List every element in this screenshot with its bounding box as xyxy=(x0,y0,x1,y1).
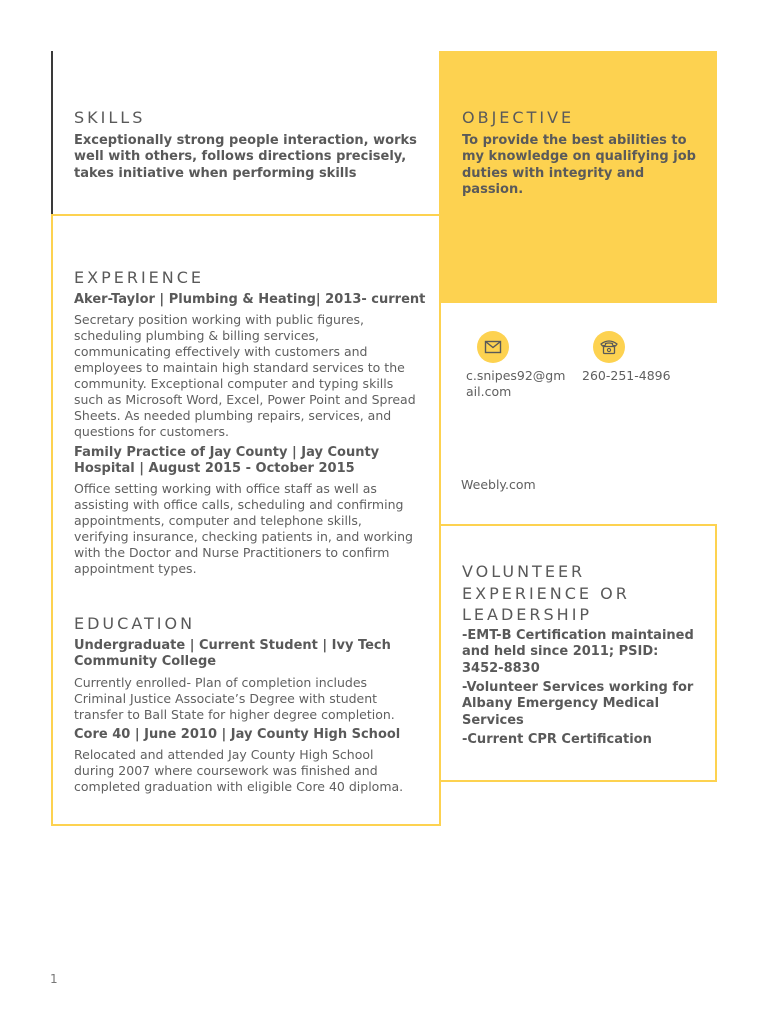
education-description xyxy=(74,675,395,723)
job-description-line: questions for customers. xyxy=(74,424,229,439)
education-title-line: Undergraduate | Current Student | Ivy Tech xyxy=(74,638,391,653)
volunteer-item xyxy=(462,628,694,677)
volunteer-heading-line: VOLUNTEER xyxy=(462,562,586,581)
volunteer-item-line: Albany Emergency Medical xyxy=(462,696,660,712)
skills-line: Exceptionally strong people interaction, works xyxy=(74,133,417,148)
volunteer-item-line: -EMT-B Certification maintained xyxy=(462,628,694,643)
education-heading: EDUCATION xyxy=(74,614,196,633)
education-description-line: Currently enrolled- Plan of completion includes xyxy=(74,675,368,690)
skills-text xyxy=(74,133,417,182)
job-description-line: Office setting working with office staff as well as xyxy=(74,481,377,496)
job-description-line: appointment types. xyxy=(74,561,197,576)
education-description-line: transfer to Ball State for higher degree completion. xyxy=(74,707,395,722)
volunteer-item xyxy=(462,732,652,748)
job-title-line: Hospital | August 2015 - October 2015 xyxy=(74,461,355,477)
volunteer-item-line: -Current CPR Certification xyxy=(462,732,652,747)
education-description-line: during 2007 where coursework was finished and xyxy=(74,763,378,778)
volunteer-item-line: Services xyxy=(462,712,524,728)
envelope-icon xyxy=(477,331,509,363)
job-title-line: Family Practice of Jay County | Jay County xyxy=(74,445,380,460)
contact-website[interactable]: Weebly.com xyxy=(461,477,536,492)
skills-line: takes initiative when performing skills xyxy=(74,165,357,181)
job-title xyxy=(74,445,379,478)
education-description-line: Relocated and attended Jay County High School xyxy=(74,747,374,762)
contact-email[interactable] xyxy=(466,368,565,400)
education-title-line: Core 40 | June 2010 | Jay County High School xyxy=(74,727,401,742)
telephone-icon xyxy=(593,331,625,363)
education-description-line: Criminal Justice Associate’s Degree with student xyxy=(74,691,378,706)
experience-heading: EXPERIENCE xyxy=(74,268,205,287)
objective-text xyxy=(462,133,696,198)
contact-email-line: c.snipes92@gm xyxy=(466,368,566,383)
job-description xyxy=(74,481,413,577)
objective-line: my knowledge on qualifying job xyxy=(462,149,696,165)
objective-heading: OBJECTIVE xyxy=(462,108,575,127)
job-description xyxy=(74,312,416,440)
job-description-line: employees to maintain high standard services to the xyxy=(74,360,405,375)
skills-divider xyxy=(51,214,439,216)
skills-heading: SKILLS xyxy=(74,108,146,127)
volunteer-item xyxy=(462,680,693,729)
job-title-line: Aker-Taylor | Plumbing & Heating| 2013- current xyxy=(74,292,426,307)
education-description xyxy=(74,747,403,795)
volunteer-heading-line: LEADERSHIP xyxy=(462,605,593,624)
job-description-line: Secretary position working with public figures, xyxy=(74,312,365,327)
job-title xyxy=(74,292,425,308)
objective-line: duties with integrity and xyxy=(462,165,645,181)
job-description-line: with the Doctor and Nurse Practitioners to confirm xyxy=(74,545,390,560)
job-description-line: appointments, computer and telephone skills, xyxy=(74,513,362,528)
volunteer-item-line: -Volunteer Services working for xyxy=(462,680,694,695)
education-description-line: completed graduation with eligible Core 40 diploma. xyxy=(74,779,404,794)
job-description-line: Sheets. As needed plumbing repairs, services, and xyxy=(74,408,392,423)
education-title xyxy=(74,727,400,743)
job-description-line: such as Microsoft Word, Excel, Power Point and Spread xyxy=(74,392,416,407)
education-title-line: Community College xyxy=(74,654,217,670)
objective-line: passion. xyxy=(462,181,524,197)
volunteer-item-line: and held since 2011; PSID: xyxy=(462,644,659,660)
contact-phone[interactable]: 260-251-4896 xyxy=(582,368,671,383)
volunteer-heading xyxy=(462,561,630,626)
volunteer-item-line: 3452-8830 xyxy=(462,660,540,676)
job-description-line: communicating effectively with customers and xyxy=(74,344,368,359)
objective-line: To provide the best abilities to xyxy=(462,133,687,148)
skills-left-rule xyxy=(51,51,53,215)
skills-line: well with others, follows directions precisely, xyxy=(74,149,407,165)
volunteer-heading-line: EXPERIENCE OR xyxy=(462,583,630,603)
job-description-line: community. Exceptional computer and typing skills xyxy=(74,376,394,391)
education-title xyxy=(74,638,391,671)
job-description-line: assisting with office calls, scheduling and confirming xyxy=(74,497,404,512)
job-description-line: scheduling plumbing & billing services, xyxy=(74,328,320,343)
page-number: 1 xyxy=(50,972,58,986)
contact-email-line: ail.com xyxy=(466,384,512,399)
job-description-line: verifying insurance, checking patients in, and working xyxy=(74,529,413,544)
